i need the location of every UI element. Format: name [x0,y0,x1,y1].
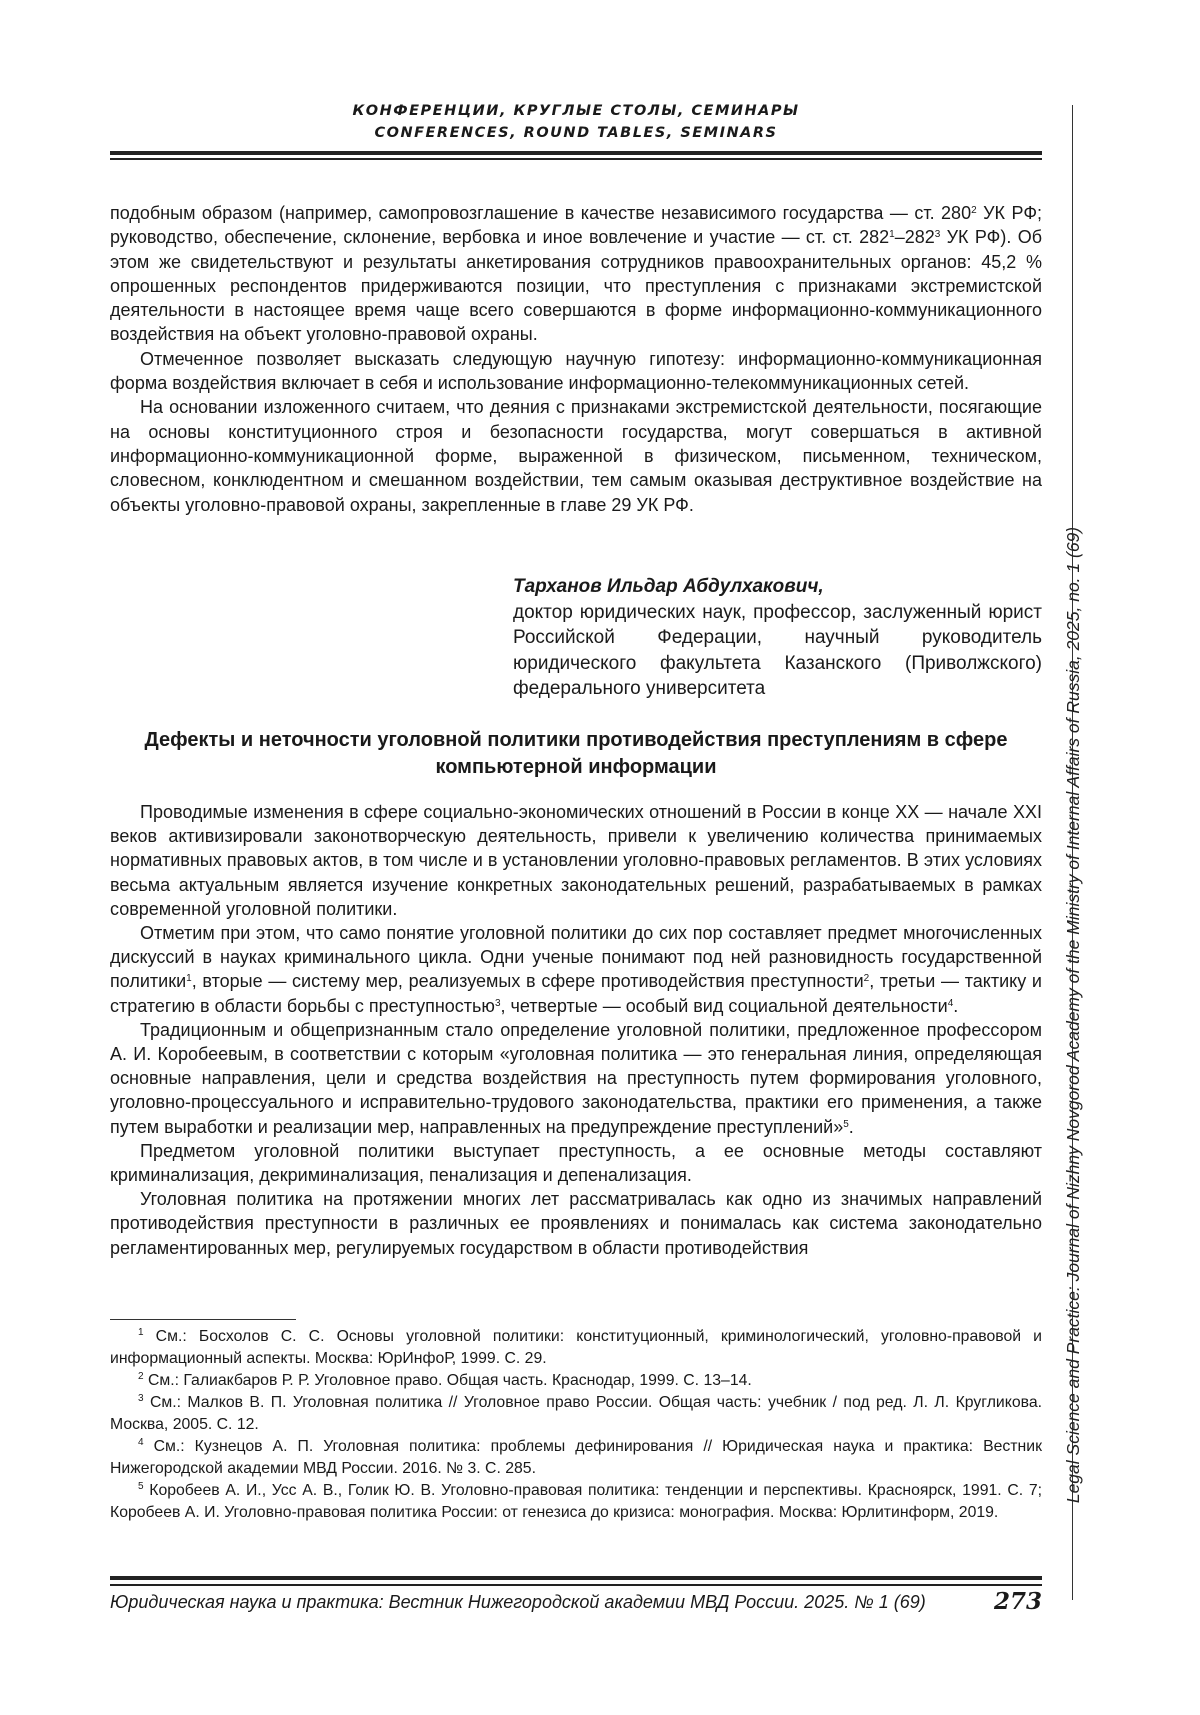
paragraph: Отметим при этом, что само понятие уголовной политики до сих пор составляет предмет многочисленных дискуссий в науках криминального цикла. Одни ученые понимают под ней разновидность государственной политики$^1$, вторые — систему мер, реализуемых в сфере противодействия преступности$^2$, третьи — тактику и стратегию в области борьбы с преступностью$^3$, четвертые — особый вид социальной деятельности$^4$. [110,923,1042,1016]
paragraph: Традиционным и общепризнанным стало определение уголовной политики, предложенное профессором А. И. Коробеевым, в соответствии с которым «уголовная политика — это генеральная линия, определяющая основные направления, цели и средства воздействия на преступность путем формирования уголовного, уголовно-процессуального и исправительно-трудового законодательства, практики его применения, а также путем выработки и реализации мер, направленных на предупреждение преступлений»$^5$. [110,1019,1042,1137]
footnote-number: 5 [138,1481,144,1492]
header-title-en: CONFERENCES, ROUND TABLES, SEMINARS [374,125,778,141]
footnotes [110,1326,1042,1524]
author-description: доктор юридических наук, профессор, заслуженный юрист Российской Федерации, научный руководитель юридического факультета Казанского (Приволжского) федерального университета [513,601,1042,699]
journal-side-caption: Legal Science and Practice: Journal of Nizhny Novgorod Academy of the Ministry of Internal Affairs of Russia, 2025, no. 1 (69) [1063,526,1083,1504]
superscript: 2 [971,205,977,216]
footnote: $^1$ См.: Босхолов С. С. Основы уголовной политики: конституционный, криминологический, уголовно-правовой и информационный аспекты. Москва: ЮрИнфоР, 1999. С. 29. [110,1327,1042,1367]
paragraph: Проводимые изменения в сфере социально-экономических отношений в России в конце XX — начале XXI веков активизировали законотворческую деятельность, привели к увеличению количества принимаемых нормативных правовых актов, в том числе и в установлении уголовно-правовых регламентов. В этих условиях весьма актуальным является изучение конкретных законодательных решений, разрабатываемых в рамках современной уголовной политики. [110,802,1042,919]
paragraph: Отмеченное позволяет высказать следующую научную гипотезу: информационно-коммуникационная форма воздействия включает в себя и использование информационно-телекоммуникационных сетей. [110,348,1042,394]
footnote-ref: 5 [843,1118,849,1130]
paragraph: Предметом уголовной политики выступает преступность, а ее основные методы составляют криминализация, декриминализация, пенализация и депенализация. [110,1140,1042,1186]
footnote: $^4$ См.: Кузнецов А. П. Уголовная политика: проблемы дефинирования // Юридическая наука и практика: Вестник Нижегородской академии МВД России. 2016. № 3. С. 285. [110,1437,1042,1477]
footnote: $^2$ См.: Галиакбаров Р. Р. Уголовное право. Общая часть. Краснодар, 1999. С. 13–14. [138,1371,752,1389]
continuation-text [110,201,1042,517]
article-title: Дефекты и неточности уголовной политики противодействия преступлениям в сфере компьютерной информации [144,729,1008,778]
header-rule-thick [110,151,1042,155]
paragraph: Уголовная политика на протяжении многих лет рассматривалась как одно из значимых направлений противодействия преступности в различных ее проявлениях и понималась как система законодательно регламентированных мер, регулируемых государством в области противодействия [110,1189,1042,1258]
paragraph: На основании изложенного считаем, что деяния с признаками экстремистской деятельности, посягающие на основы конституционного строя и безопасности государства, могут совершаться в активной информационно-коммуникационной форме, выраженной в физическом, письменном, техническом, словесном, конклюдентном и смешанном воздействии, тем самым оказывая деструктивное воздействие на объекты уголовно-правовой охраны, закрепленные в главе 29 УК РФ. [110,397,1042,515]
footnote-number: 4 [138,1437,144,1448]
author-name: Тарханов Ильдар Абдулхакович, [513,576,824,597]
footnote: $^5$ Коробеев А. И., Усс А. В., Голик Ю. В. Уголовно-правовая политика: тенденции и перспективы. Красноярск, 1991. С. 7; Коробеев А. И. Уголовно-правовая политика России: от генезиса до кризиса: монография. Москва: Юрлитинформ, 2019. [110,1481,1042,1521]
footnote-separator [110,1319,296,1320]
footer-journal-title: Юридическая наука и практика: Вестник Нижегородской академии МВД России. 2025. № 1 (69) [110,1592,926,1612]
superscript: 1 [889,229,895,241]
footnote-ref: 4 [947,997,954,1009]
footnote-ref: 3 [494,997,501,1009]
footer-rule-thick [110,1576,1042,1580]
paragraph: подобным образом (например, самопровозглашение в качестве независимого государства — ст. $280^2$ УК РФ; руководство, обеспечение, склонение, вербовка и иное вовлечение и участие — ст. ст. $282^1-282^3$ УК РФ). Об этом же свидетельствуют и результаты анкетирования сотрудников правоохранительных органов: 45,2 % опрошенных респондентов придерживаются позиции, что преступления с признаками экстремистской деятельности в настоящее время чаще всего совершаются в форме информационно-коммуникационного воздействия на объект уголовно-правовой охраны. [110,203,1043,345]
article-body [110,800,1042,1260]
footer-rule-thin [110,1584,1042,1586]
page-number: 273 [993,1588,1042,1615]
footnote-number: 2 [138,1371,144,1382]
footnote-number: 1 [138,1327,144,1338]
header-title-ru: КОНФЕРЕНЦИИ, КРУГЛЫЕ СТОЛЫ, СЕМИНАРЫ [352,103,800,119]
author-block [513,574,1042,702]
footnote: $^3$ См.: Малков В. П. Уголовная политика // Уголовное право России. Общая часть: учебник / под ред. Л. Л. Кругликова. Москва, 2005. С. 12. [110,1393,1042,1433]
footnote-ref: 1 [186,973,192,985]
header-rule-thin [110,158,1042,160]
superscript: 3 [934,229,941,241]
footnote-number: 3 [138,1393,144,1404]
footnote-ref: 2 [863,973,870,985]
running-header [110,100,1042,144]
